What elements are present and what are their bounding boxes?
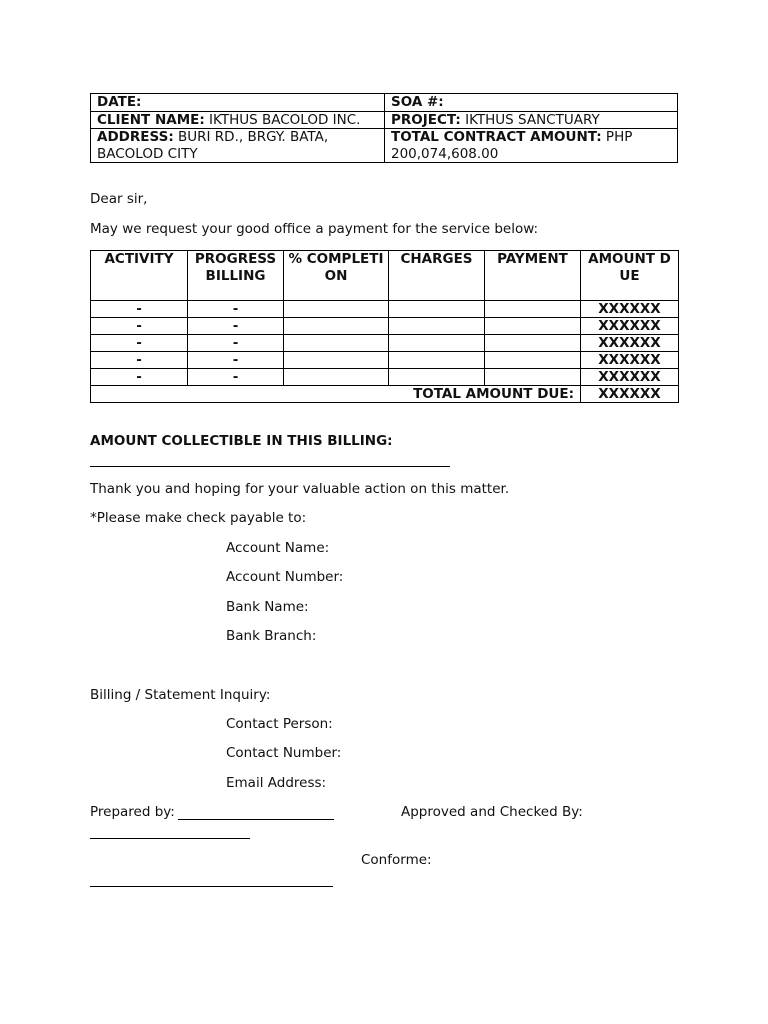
conforme-label: Conforme: [361,852,432,868]
contract-cell [385,129,678,163]
thank-you-text: Thank you and hoping for your valuable action on this matter. [90,481,510,497]
conforme-line [90,886,333,887]
client-value: IKTHUS BACOLOD INC. [204,111,361,128]
table-row [91,318,679,335]
date-label: DATE: [97,94,142,110]
cell-charges [389,335,485,352]
contract-value-2: 200,074,608.00 [391,145,499,162]
cell-completion [284,335,389,352]
bank-name-label: Bank Name: [226,599,309,615]
account-number-label: Account Number: [226,569,344,585]
approved-by-line [90,838,250,839]
cell-amount-due: XXXXXX [581,301,679,318]
table-row [91,335,679,352]
prepared-by-line [178,819,334,820]
cell-activity: - [91,369,188,386]
cell-amount-due: XXXXXX [581,335,679,352]
cell-payment [485,301,581,318]
bank-branch-label: Bank Branch: [226,628,317,644]
header-row-client [91,111,678,129]
cell-charges [389,301,485,318]
project-label: PROJECT: [391,111,461,128]
cell-payment [485,318,581,335]
address-value-2: BACOLOD CITY [97,145,198,162]
soa-label: SOA #: [391,94,444,110]
date-cell [91,94,385,112]
cell-activity: - [91,301,188,318]
col-header-progress-billing: PROGRESS BILLING [188,251,284,301]
prepared-by-label: Prepared by: [90,804,175,820]
cell-progress-billing: - [188,352,284,369]
cell-charges [389,369,485,386]
client-cell [91,111,385,129]
cell-amount-due: XXXXXX [581,318,679,335]
cell-completion [284,352,389,369]
col-header-charges: CHARGES [389,251,485,301]
table-row [91,369,679,386]
header-row-address [91,129,678,163]
cell-payment [485,335,581,352]
billing-table [90,250,679,403]
project-value: IKTHUS SANCTUARY [460,111,600,128]
cell-activity: - [91,335,188,352]
amount-collectible-line [90,466,450,467]
cell-payment [485,352,581,369]
cell-payment [485,369,581,386]
contract-value-1: PHP [601,129,633,145]
cell-completion [284,318,389,335]
request-text: May we request your good office a payment for the service below: [90,221,539,237]
table-row [91,301,679,318]
check-payable-text: *Please make check payable to: [90,510,307,526]
total-amount-due-value: XXXXXX [581,386,679,403]
header-info-table [90,93,678,163]
cell-progress-billing: - [188,335,284,352]
col-header-payment: PAYMENT [485,251,581,301]
project-cell [385,111,678,129]
cell-completion [284,301,389,318]
cell-completion [284,369,389,386]
cell-charges [389,352,485,369]
amount-collectible-label: AMOUNT COLLECTIBLE IN THIS BILLING: [90,433,393,449]
cell-progress-billing: - [188,369,284,386]
col-header-amount-due: AMOUNT DUE [581,251,679,301]
approved-by-label: Approved and Checked By: [401,804,583,820]
inquiry-label: Billing / Statement Inquiry: [90,687,271,703]
cell-progress-billing: - [188,301,284,318]
table-row [91,352,679,369]
cell-progress-billing: - [188,318,284,335]
address-cell [91,129,385,163]
address-label: ADDRESS: [97,129,174,145]
account-name-label: Account Name: [226,540,330,556]
email-address-label: Email Address: [226,775,327,791]
contact-person-label: Contact Person: [226,716,333,732]
header-row-date [91,94,678,112]
greeting: Dear sir, [90,191,148,207]
soa-cell [385,94,678,112]
contact-number-label: Contact Number: [226,745,342,761]
col-header-activity: ACTIVITY [91,251,188,301]
client-label: CLIENT NAME: [97,111,205,128]
address-value-1: BURI RD., BRGY. BATA, [173,129,329,145]
billing-header-row [91,251,679,301]
cell-amount-due: XXXXXX [581,352,679,369]
contract-label: TOTAL CONTRACT AMOUNT: [391,129,602,145]
cell-amount-due: XXXXXX [581,369,679,386]
cell-activity: - [91,318,188,335]
cell-activity: - [91,352,188,369]
col-header-completion: % COMPLETION [284,251,389,301]
total-row [91,386,679,403]
total-amount-due-label: TOTAL AMOUNT DUE: [91,386,581,403]
cell-charges [389,318,485,335]
